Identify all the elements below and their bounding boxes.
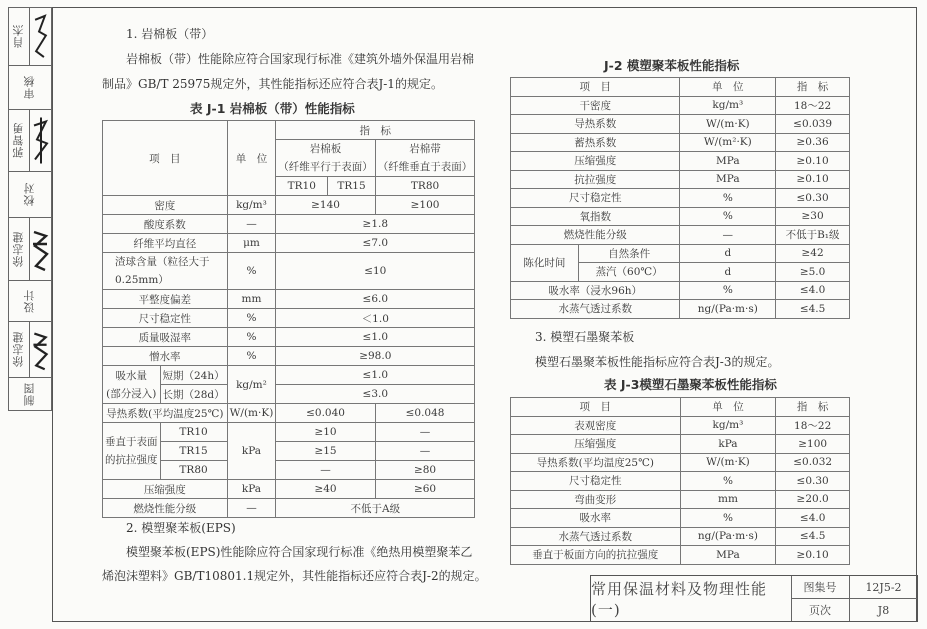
section2-heading: 2. 模塑聚苯板(EPS)	[126, 521, 236, 535]
signature-icon	[31, 326, 49, 373]
table-row: 弯曲变形 mm ≥20.0	[511, 490, 850, 509]
header-unit: 单 位	[227, 121, 276, 196]
header-tr10: TR10	[276, 177, 328, 196]
section3-paragraph: 模塑石墨聚苯板性能指标应符合表J-3的规定。	[535, 355, 780, 369]
sidebar-role: 设计	[23, 289, 36, 313]
table1-title: 表 J-1 岩棉板（带）性能指标	[190, 101, 355, 116]
sidebar-cell-checker	[9, 172, 51, 218]
page-label: 页次	[791, 599, 850, 621]
table-row: 干密度 kg/m³ 18～22	[511, 96, 850, 115]
signature-icon	[31, 222, 49, 276]
atlas-label: 图集号	[791, 576, 850, 599]
atlas-number: 12J5-2	[850, 576, 917, 599]
sidebar-role: 制图	[23, 382, 36, 407]
table-row: 水蒸气透过系数 ng/(Pa·m·s) ≤4.5	[511, 300, 850, 319]
header-tr15: TR15	[328, 177, 376, 196]
table-row: 垂直于表面 的抗拉强度 TR10 kPa ≥10 —	[103, 423, 475, 442]
table-row: 长期（28d） ≤3.0	[103, 385, 475, 404]
signature-icon	[31, 114, 49, 167]
section2-paragraph-line1: 模塑聚苯板(EPS)性能除应符合国家现行标准《绝热用模塑聚苯乙	[126, 545, 473, 559]
table-row: 压缩强度 kPa ≥100	[511, 435, 850, 454]
table-row: 表观密度 kg/m³ 18～22	[511, 416, 850, 435]
sidebar-name: 徐志建	[9, 218, 30, 280]
table-row: 尺寸稳定性 % ≤0.30	[511, 189, 850, 208]
signature-sidebar	[8, 7, 52, 411]
sidebar-name: 徐志建	[9, 322, 30, 377]
table-row: 垂直于板面方向的抗拉强度 MPa ≥0.10	[511, 546, 850, 565]
header-item: 项 目	[103, 121, 228, 196]
page-number: J8	[877, 603, 890, 617]
header-indicator: 指 标	[276, 121, 475, 140]
section1-paragraph-line2: 制品》GB/T 25975规定外，其性能指标还应符合表J-1的规定。	[102, 77, 443, 91]
table-row: 蒸汽（60℃） d ≥5.0	[511, 263, 850, 282]
sidebar-role: 审核	[23, 75, 36, 100]
table-row: 纤维平均直径 μm ≤7.0	[103, 234, 475, 253]
sidebar-cell-reviewer	[9, 66, 51, 110]
sidebar-cell-xu-2	[9, 322, 51, 378]
title-block	[590, 575, 918, 622]
table-row: 氧指数 % ≥30	[511, 207, 850, 226]
table-row: TR80 — ≥80	[103, 461, 475, 480]
table3-title: 表 J-3模塑石墨聚苯板性能指标	[604, 377, 777, 392]
table-row: 密度 kg/m³ ≥140 ≥100	[103, 196, 475, 215]
section2-paragraph-line2: 烯泡沫塑料》GB/T10801.1规定外，其性能指标还应符合表J-2的规定。	[102, 569, 487, 583]
table-row: 水蒸气透过系数 ng/(Pa·m·s) ≤4.5	[511, 527, 850, 546]
table-row: 吸水量 (部分浸入) 短期（24h） kg/m² ≤1.0	[103, 366, 475, 385]
table-row: TR15 ≥15 —	[103, 442, 475, 461]
sidebar-cell-approver	[9, 8, 51, 66]
table-row: 导热系数(平均温度25℃) W/(m·K) ≤0.040 ≤0.048	[103, 404, 475, 423]
table-row: 燃烧性能分级 — 不低于B₁级	[511, 226, 850, 245]
table-row: 压缩强度 kPa ≥40 ≥60	[103, 480, 475, 499]
header-strip: 岩棉带 （纤维垂直于表面）	[375, 140, 475, 177]
header-board: 岩棉板 （纤维平行于表面）	[276, 140, 376, 177]
table-row: 压缩强度 MPa ≥0.10	[511, 152, 850, 171]
section1-paragraph-line1: 岩棉板（带）性能除应符合国家现行标准《建筑外墙外保温用岩棉	[126, 52, 475, 66]
table-row: 渣球含量（粒径大于 0.25mm） % ≤10	[103, 253, 475, 290]
signature-icon	[31, 12, 49, 61]
table-row: 尺寸稳定性 % ≤0.30	[511, 472, 850, 491]
header-tr80: TR80	[375, 177, 475, 196]
table-row: 质量吸湿率 % ≤1.0	[103, 328, 475, 347]
table-row: 导热系数 W/(m·K) ≤0.039	[511, 115, 850, 134]
table-j1	[102, 120, 475, 518]
table-row: 导热系数(平均温度25℃) W/(m·K) ≤0.032	[511, 453, 850, 472]
table2-title: J-2 模塑聚苯板性能指标	[604, 58, 740, 73]
table-row: 酸度系数 — ≥1.8	[103, 215, 475, 234]
table-row: 尺寸稳定性 % ＜1.0	[103, 309, 475, 328]
table-row: 抗拉强度 MPa ≥0.10	[511, 170, 850, 189]
table-row: 平整度偏差 mm ≤6.0	[103, 290, 475, 309]
section3-heading: 3. 模塑石墨聚苯板	[535, 330, 635, 344]
table-row: 吸水率（浸水96h） % ≤4.0	[511, 281, 850, 300]
sidebar-cell-designer	[9, 281, 51, 322]
table-row: 蓄热系数 W/(m²·K) ≥0.36	[511, 133, 850, 152]
sidebar-name: 郭智勇	[9, 110, 30, 171]
table-row: 燃烧性能分级 — 不低于A级	[103, 499, 475, 518]
sidebar-cell-guo	[9, 110, 51, 172]
sidebar-role: 校对	[23, 182, 36, 207]
table-row: 吸水率 % ≤4.0	[511, 509, 850, 528]
table-row: 陈化时间 自然条件 d ≥42	[511, 244, 850, 263]
sidebar-cell-xu-1	[9, 218, 51, 281]
table-row: 憎水率 % ≥98.0	[103, 347, 475, 366]
sidebar-role: 肖杰	[9, 8, 30, 65]
drawing-title: 常用保温材料及物理性能(一)	[591, 576, 792, 621]
sidebar-cell-drafter	[9, 378, 51, 411]
section1-heading: 1. 岩棉板（带）	[126, 27, 214, 41]
table-j2: 项 目 单 位 指 标 干密度 kg/m³ 18～22 导热系数 W/(m·K) ≤0.039 蓄热系数 W/(m²·K) ≥0.36 压缩强度 MPa ≥0.10 抗拉强度 MPa ≥0.10 尺寸稳定性 % ≤0.30 氧指数 % ≥30 燃烧性能分级 — 不低于B₁级 陈化时间 自然条件 d ≥42 蒸汽（60℃） d ≥5.0 吸水率（浸水96h） % ≤4.0 水蒸气透过系数 ng/(Pa·m·s) ≤4.5	[510, 77, 850, 319]
table-j3: 项 目 单 位 指 标 表观密度 kg/m³ 18～22 压缩强度 kPa ≥100 导热系数(平均温度25℃) W/(m·K) ≤0.032 尺寸稳定性 % ≤0.30 弯曲变形 mm ≥20.0 吸水率 % ≤4.0 水蒸气透过系数 ng/(Pa·m·s) ≤4.5 垂直于板面方向的抗拉强度 MPa ≥0.10	[510, 397, 850, 565]
